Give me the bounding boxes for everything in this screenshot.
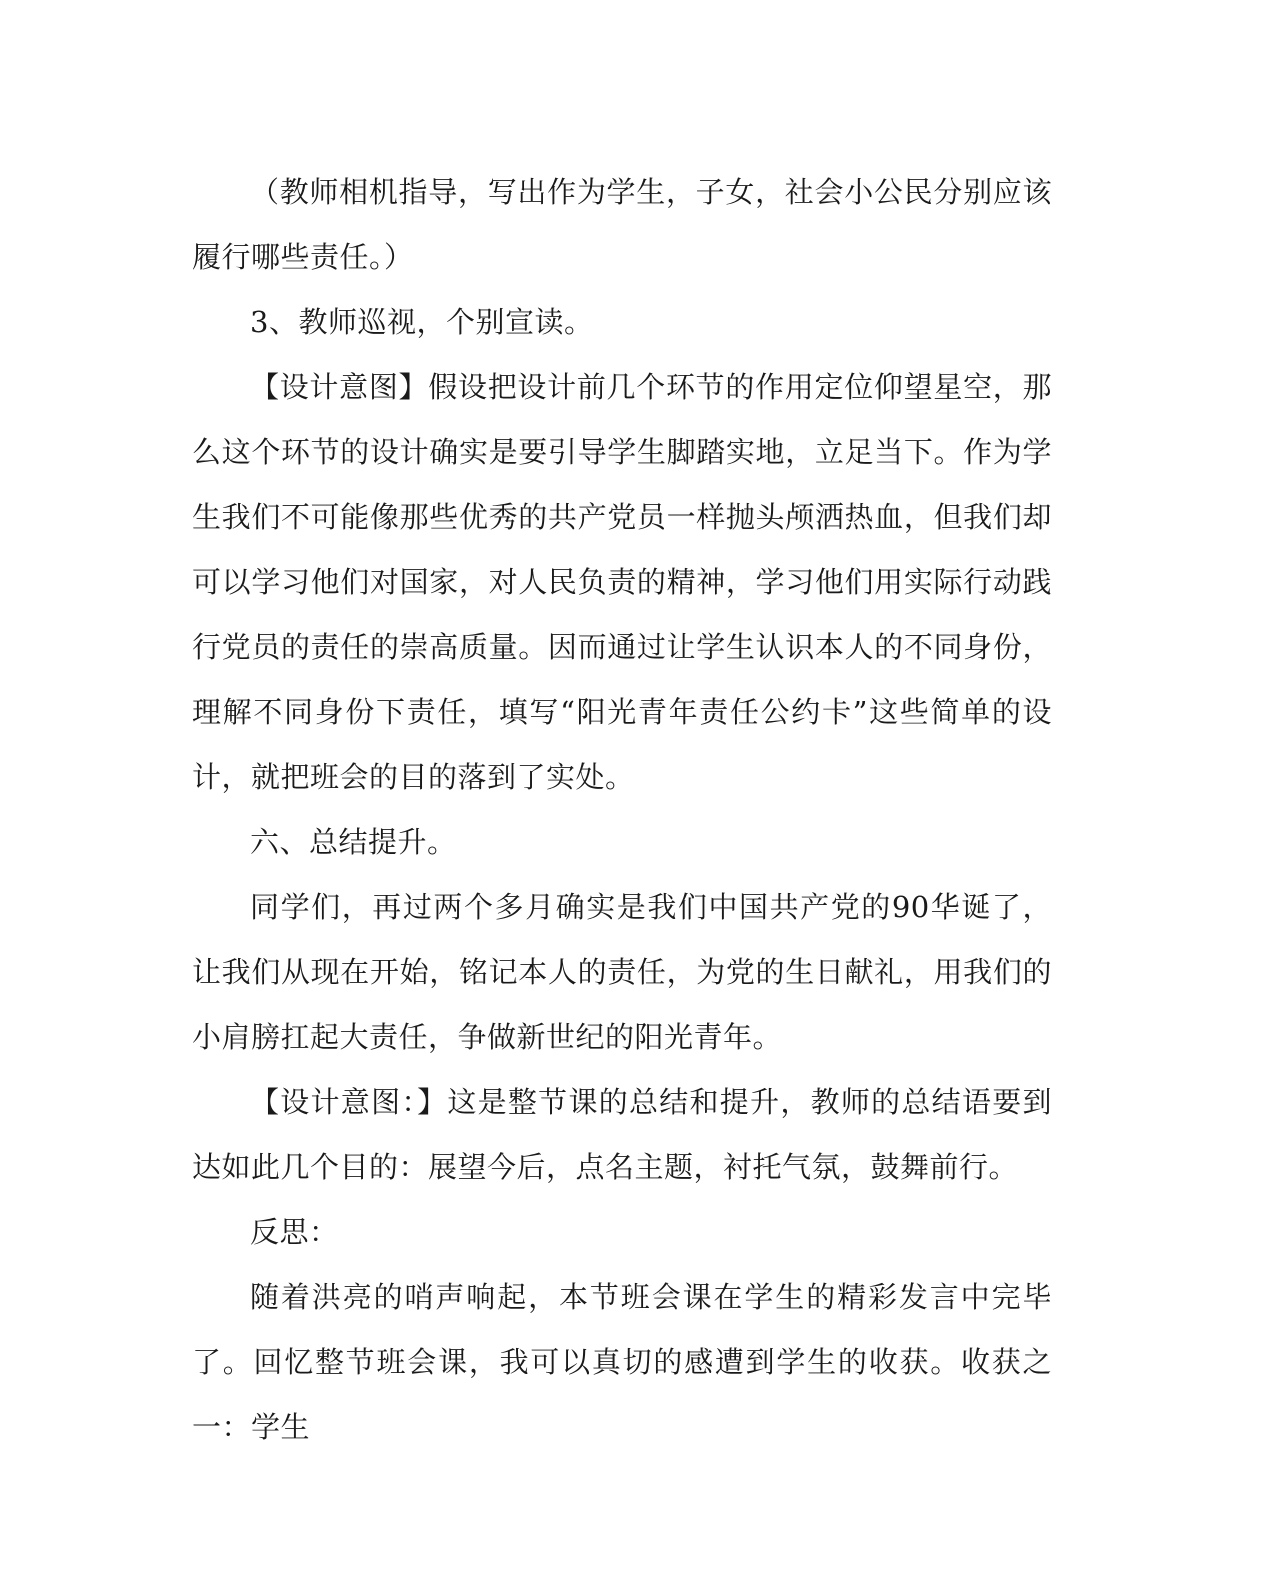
paragraph-summary-speech: 同学们，再过两个多月确实是我们中国共产党的90华诞了，让我们从现在开始，铭记本人的责任，为党的生日献礼，用我们的小肩膀扛起大责任，争做新世纪的阳光青年。 [192, 890, 1052, 1054]
paragraph-reflection: 随着洪亮的哨声响起，本节班会课在学生的精彩发言中完毕了。回忆整节班会课，我可以真切的感遭到学生的收获。收获之一：学生 [192, 1280, 1052, 1444]
paragraph-design-intent-1: 【设计意图】假设把设计前几个环节的作用定位仰望星空，那么这个环节的设计确实是要引导学生脚踏实地，立足当下。作为学生我们不可能像那些优秀的共产党员一样抛头颅洒热血，但我们却可以学习他们对国家，对人民负责的精神，学习他们用实际行动践行党员的责任的崇高质量。因而通过让学生认识本人的不同身份，理解不同身份下责任，填写“阳光青年责任公约卡”这些简单的设计，就把班会的目的落到了实处。 [192, 370, 1052, 794]
paragraph-design-intent-2: 【设计意图：】这是整节课的总结和提升，教师的总结语要到达如此几个目的：展望今后，点名主题，衬托气氛，鼓舞前行。 [192, 1085, 1052, 1184]
document-body [192, 160, 1052, 1460]
paragraph-teacher-guidance: （教师相机指导，写出作为学生，子女，社会小公民分别应该履行哪些责任。） [192, 175, 1052, 274]
paragraph-step-3: 3、教师巡视，个别宣读。 [250, 305, 594, 339]
section-heading-reflection: 反思： [250, 1215, 339, 1249]
section-heading-summary: 六、总结提升。 [250, 825, 457, 859]
